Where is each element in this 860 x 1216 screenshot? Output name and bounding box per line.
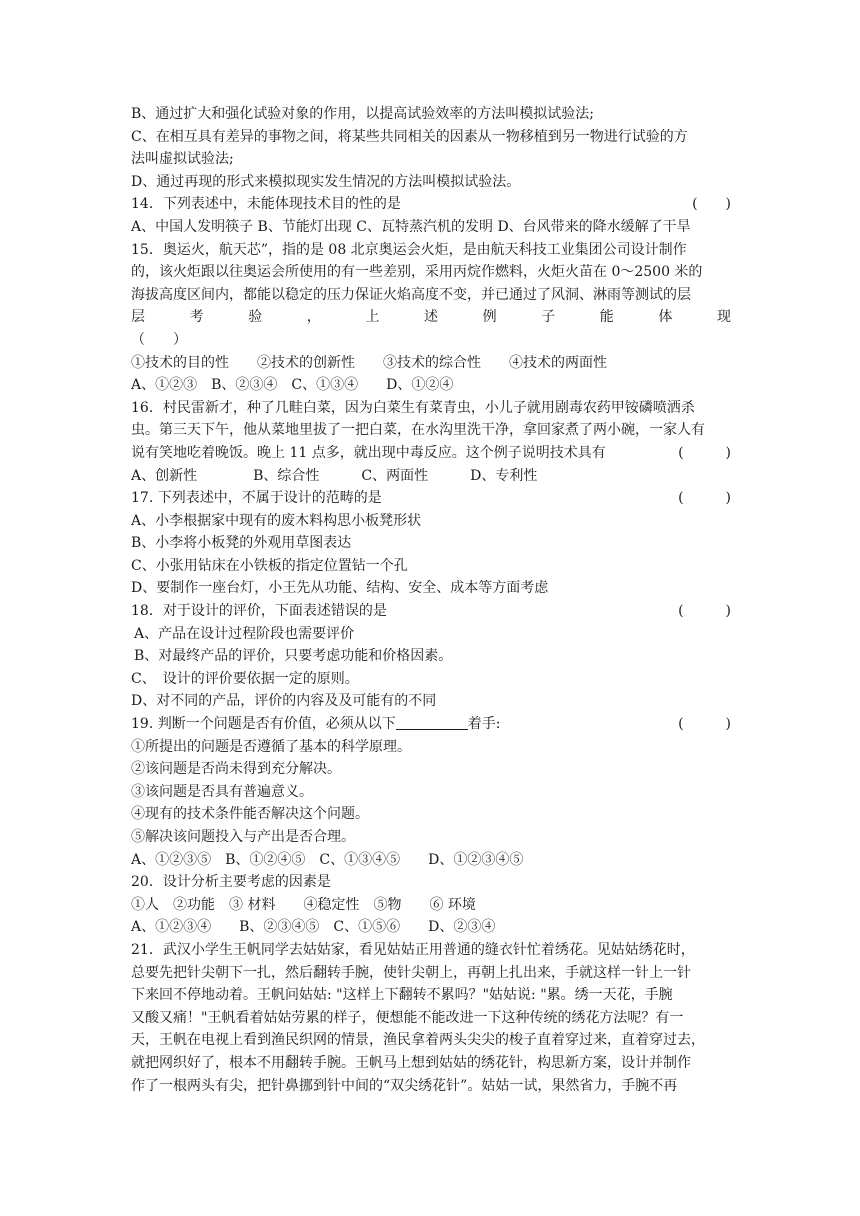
text-line: 作了一根两头有尖，把针鼻挪到针中间的“双尖绣花针”。姑姑一试，果然省力，手腕不再 (131, 1077, 678, 1094)
options-line: ①技术的目的性 ②技术的创新性 ③技术的综合性 ④技术的两面性 (131, 354, 607, 371)
option-line: ③该问题是否具有普遍意义。 (131, 783, 313, 800)
choices-line: A、①②③⑤ B、①②④⑤ C、①③④⑤ D、①②③④⑤ (131, 851, 524, 868)
text-line: 天，王帆在电视上看到渔民织网的情景，渔民拿着两头尖尖的梭子直着穿过来，直着穿过去， (131, 1032, 705, 1049)
stem-part: 着手: (467, 716, 501, 733)
choices-line: A、①②③ B、②③④ C、①③④ D、①②④ (131, 377, 454, 394)
question-stem: 说有笑地吃着晚饭。晚上 11 点多，就出现中毒反应。这个例子说明技术具有 (131, 444, 606, 461)
char: 现 (716, 309, 731, 326)
choice-line: A、小李根据家中现有的废木料构思小板凳形状 (131, 512, 422, 529)
char: 体 (658, 309, 673, 326)
option-line: ②该问题是否尚未得到充分解决。 (131, 761, 341, 778)
question-19 (131, 713, 731, 736)
text-line: 的，该火炬跟以往奥运会所使用的有一些差别，采用丙烷作燃料，火炬火苗在 0～2500 米的 (131, 264, 703, 281)
option-line: ⑤解决该问题投入与产出是否合理。 (131, 829, 355, 845)
char: 考 (189, 309, 204, 326)
choice-line: C、 设计的评价要依据一定的原则。 (131, 670, 359, 687)
fill-blank (396, 715, 468, 730)
text-line: 总要先把针尖朝下一扎，然后翻转手腕，使针尖朝上，再朝上扎出来，手就这样一针上一针 (131, 964, 691, 981)
answer-paren: ( ) (692, 196, 731, 213)
choices-line: A、①②③④ B、②③④⑤ C、①⑤⑥ D、②③④ (131, 919, 496, 936)
text-line: 法叫虚拟试验法; (131, 151, 234, 168)
choices-line: A、创新性 B、综合性 C、两面性 D、专利性 (131, 467, 538, 484)
text-line: A、中国人发明筷子 B、节能灯出现 C、瓦特蒸汽机的发明 D、台风带来的降水缓解了干旱 (131, 218, 691, 235)
question-stem (131, 713, 500, 736)
question-17 (131, 487, 731, 510)
text-line: 又酸又痛！"王帆看着姑姑劳累的样子，便想能不能改进一下这种传统的绣花方法呢？有一 (131, 1009, 684, 1026)
question-16-end (131, 442, 731, 465)
options-line: ①人 ②功能 ③ 材料 ④稳定性 ⑤物 ⑥ 环境 (131, 896, 476, 913)
answer-paren: ( ) (678, 603, 731, 620)
text-line: 海拔高度区间内，都能以稳定的压力保证火焰高度不变，并已通过了风洞、淋雨等测试的层 (131, 286, 691, 303)
question-18 (131, 600, 731, 623)
char: 层 (131, 309, 145, 326)
char: ， (306, 309, 321, 326)
question-stem: 14．下列表述中，未能体现技术目的性的是 (131, 196, 401, 213)
option-line: ④现有的技术条件能否解决这个问题。 (131, 806, 369, 823)
choice-line: D、要制作一座台灯，小王先从功能、结构、安全、成本等方面考虑 (131, 580, 549, 597)
answer-paren: ( ) (678, 716, 731, 733)
text-line: 21．武汉小学生王帆同学去姑姑家，看见姑姑正用普通的缝衣针忙着绣花。见姑姑绣花时， (131, 941, 695, 958)
choice-line: B、小李将小板凳的外观用草图表达 (131, 535, 352, 552)
question-20: 20．设计分析主要考虑的因素是 (131, 874, 331, 891)
text-line: C、在相互具有差异的事物之间，将某些共同相关的因素从一物移植到另一物进行试验的方 (131, 128, 688, 145)
answer-paren-line: （ ） (131, 331, 187, 348)
text-line: D、通过再现的形式来模拟现实发生情况的方法叫模拟试验法。 (131, 173, 521, 190)
question-stem: 18．对于设计的评价，下面表述错误的是 (131, 603, 387, 620)
answer-paren: ( ) (678, 444, 731, 461)
char: 上 (365, 309, 380, 326)
text-line: 就把网织好了，根本不用翻转手腕。王帆马上想到姑姑的绣花针，构思新方案，设计并制作 (131, 1054, 691, 1071)
text-line: 15．奥运火，航天芯”，指的是 08 北京奥运会火炬，是由航天科技工业集团公司设计制作 (131, 241, 687, 258)
text-line: 下来回不停地动着。王帆问姑姑: "这样上下翻转不累吗？"姑姑说: "累。绣一天花，手腕 (131, 987, 673, 1004)
choice-line: D、对不同的产品，评价的内容及及可能有的不同 (131, 693, 437, 710)
char: 例 (482, 309, 497, 326)
choice-line: A、产品在设计过程阶段也需要评价 (134, 625, 355, 642)
answer-paren: ( ) (678, 490, 731, 507)
justified-line (131, 306, 731, 329)
document-body (131, 103, 731, 1097)
option-line: ①所提出的问题是否遵循了基本的科学原理。 (131, 738, 411, 755)
char: 验 (248, 309, 263, 326)
question-14 (131, 193, 731, 216)
text-line: 虫。第三天下午，他从菜地里拔了一把白菜，在水沟里洗干净，拿回家煮了两小碗，一家人有 (131, 422, 705, 439)
text-line: B、通过扩大和强化试验对象的作用，以提高试验效率的方法叫模拟试验法; (131, 106, 595, 122)
text-line: 16．村民雷新才，种了几畦白菜，因为白菜生有菜青虫，小儿子就用剧毒农药甲铵磷喷洒杀 (131, 399, 695, 416)
char: 子 (541, 309, 556, 326)
choice-line: B、对最终产品的评价，只要考虑功能和价格因素。 (134, 648, 453, 665)
choice-line: C、小张用钻床在小铁板的指定位置钻一个孔 (131, 557, 408, 574)
char: 述 (423, 309, 438, 326)
stem-part: 19. 判断一个问题是否有价值，必须从以下 (131, 716, 396, 733)
question-stem: 17. 下列表述中，不属于设计的范畴的是 (131, 490, 382, 507)
char: 能 (599, 309, 614, 326)
